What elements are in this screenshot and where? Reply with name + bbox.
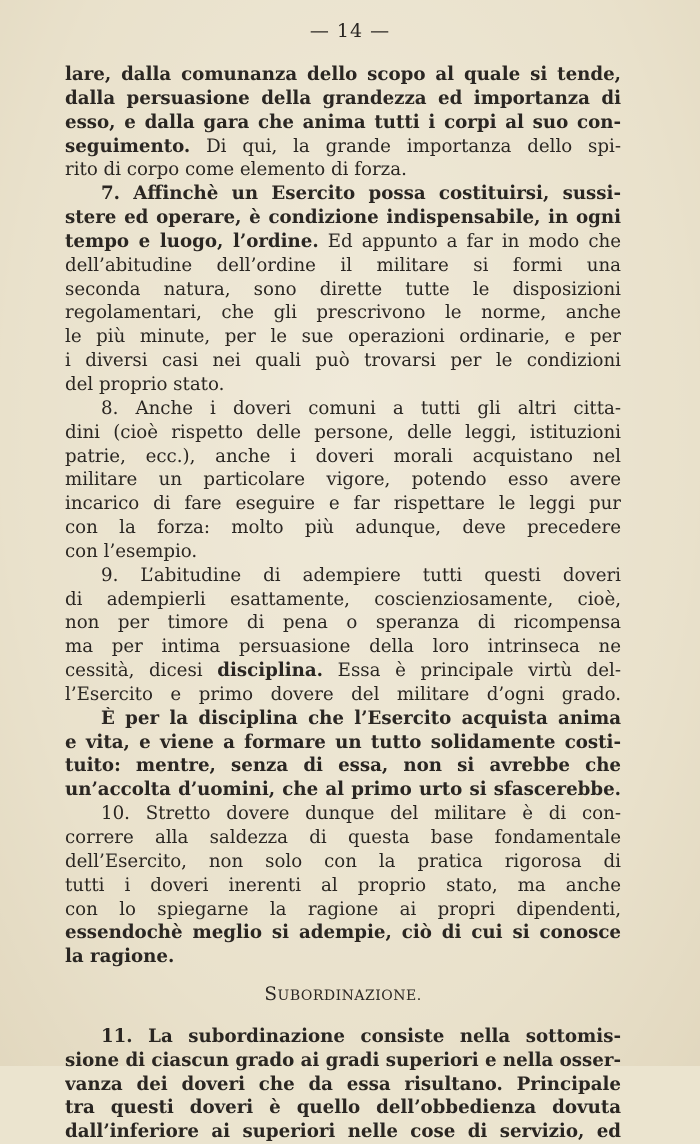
text-line [65, 421, 621, 445]
text-line [65, 397, 621, 421]
text-line [65, 635, 621, 659]
text-line [65, 707, 621, 731]
text-line [65, 492, 621, 516]
text-line [65, 206, 621, 230]
text-line [65, 1096, 621, 1120]
bold-text-segment: dalla persuasione della grandezza ed importanza di [65, 87, 621, 109]
text-segment: militare un particolare vigore, potendo esso avere [65, 469, 621, 491]
page-number: — 14 — [309, 20, 391, 42]
bold-text-segment: 7. Affinchè un Esercito possa costituirsi, sussi- [101, 183, 621, 205]
text-line [65, 683, 621, 707]
text-line [65, 325, 621, 349]
text-line [65, 278, 621, 302]
text-segment: le più minute, per le sue operazioni ordinarie, e per [65, 326, 621, 348]
text-segment: tutti i doveri inerenti al proprio stato, ma anche [65, 874, 621, 896]
text-line [65, 945, 621, 969]
text-line [65, 731, 621, 755]
text-segment: con la forza: molto più adunque, deve precedere [65, 517, 621, 539]
text-line [65, 111, 621, 135]
text-segment: patrie, ecc.), anche i doveri morali acquistano nel [65, 445, 621, 467]
text-segment: 10. Stretto dovere dunque del militare è di con- [101, 803, 621, 825]
bold-text-segment: 11. La subordinazione consiste nella sottomis- [101, 1025, 621, 1047]
text-line [65, 516, 621, 540]
text-line [65, 754, 621, 778]
text-line [65, 659, 621, 683]
bold-text-segment: vanza dei doveri che da essa risultano. Principale [65, 1073, 621, 1095]
text-segment: con l’esempio. [65, 540, 198, 562]
text-segment: Essa è principale virtù del- [323, 660, 621, 682]
text-segment: regolamentari, che gli prescrivono le norme, anche [65, 302, 621, 324]
bold-text-segment: la ragione. [65, 946, 175, 968]
text-line [65, 778, 621, 802]
text-line [65, 1049, 621, 1073]
bold-text-segment: tuito: mentre, senza di essa, non si avrebbe che [65, 755, 621, 777]
text-segment: 8. Anche i doveri comuni a tutti gli altri citta- [101, 397, 621, 419]
text-line [65, 898, 621, 922]
text-line [65, 874, 621, 898]
text-segment: ma per intima persuasione della loro intrinseca ne [65, 636, 621, 658]
text-line [65, 850, 621, 874]
text-line [65, 1120, 621, 1144]
section-heading-rest: UBORDINAZIONE. [277, 988, 422, 1005]
section-heading [65, 983, 621, 1009]
text-segment: con lo spiegarne la ragione ai propri dipendenti, [65, 898, 621, 920]
bold-text-segment: un’accolta d’uomini, che al primo urto si sfascerebbe. [65, 779, 621, 801]
text-line [65, 802, 621, 826]
text-segment: incarico di fare eseguire e far rispettare le leggi pur [65, 493, 621, 515]
bold-text-segment: tempo e luogo, l’ordine. [65, 230, 319, 252]
bold-text-segment: disciplina. [217, 660, 323, 682]
text-line [65, 1073, 621, 1097]
text-segment: cessità, dicesi [65, 660, 218, 682]
bold-text-segment: seguimento. [65, 135, 191, 157]
bold-text-segment: dall’inferiore ai superiori nelle cose di servizio, ed [65, 1121, 621, 1143]
bold-text-segment: esso, e dalla gara che anima tutti i corpi al suo con- [65, 111, 621, 133]
text-segment: Di qui, la grande importanza dello spi- [190, 135, 621, 157]
text-segment: 9. L’abitudine di adempiere tutti questi doveri [101, 564, 621, 586]
text-segment: l’Esercito e primo dovere del militare d’ogni grado. [65, 683, 621, 705]
text-segment: seconda natura, sono dirette tutte le disposizioni [65, 278, 621, 300]
text-line [65, 87, 621, 111]
text-line [65, 540, 621, 564]
text-line [65, 588, 621, 612]
text-segment: correre alla saldezza di questa base fondamentale [65, 827, 621, 848]
text-line [65, 921, 621, 945]
text-line [65, 349, 621, 373]
text-segment: Ed appunto a far in modo che [318, 230, 621, 252]
text-segment: dini (cioè rispetto delle persone, delle leggi, istituzioni [65, 421, 621, 443]
text-line [65, 611, 621, 635]
text-line [65, 373, 621, 397]
text-segment: non per timore di pena o speranza di ricompensa [65, 612, 621, 634]
bold-text-segment: tra questi doveri è quello dell’obbedienza dovuta [65, 1097, 621, 1119]
text-line [65, 1025, 621, 1049]
text-segment: del proprio stato. [65, 373, 225, 395]
bold-text-segment: sione di ciascun grado ai gradi superiori e nella osser- [65, 1049, 621, 1071]
text-line [65, 63, 621, 87]
bold-text-segment: e vita, e viene a formare un tutto solidamente costi- [65, 731, 621, 753]
bold-text-segment: stere ed operare, è condizione indispensabile, in ogni [65, 207, 621, 229]
text-segment: i diversi casi nei quali può trovarsi per le condizioni [65, 350, 621, 372]
text-line [65, 158, 621, 182]
text-segment: rito di corpo come elemento di forza. [65, 159, 407, 181]
text-line [65, 301, 621, 325]
text-line [65, 564, 621, 588]
bold-text-segment: lare, dalla comunanza dello scopo al quale si tende, [65, 64, 621, 85]
text-segment: dell’abitudine dell’ordine il militare si formi una [65, 254, 621, 276]
bold-text-segment: È per la disciplina che l’Esercito acquista anima [101, 707, 621, 729]
text-line [65, 254, 621, 278]
text-segment: di adempierli esattamente, coscienziosamente, cioè, [65, 588, 621, 610]
text-segment: dell’Esercito, non solo con la pratica rigorosa di [65, 850, 621, 872]
bold-text-segment: essendochè meglio si adempie, ciò di cui si conosce [65, 922, 621, 944]
text-line [65, 230, 621, 254]
text-line [65, 182, 621, 206]
text-line [65, 445, 621, 469]
body-text [65, 63, 621, 1144]
section-heading-initial: S [264, 984, 278, 1006]
text-line [65, 468, 621, 492]
text-line [65, 826, 621, 850]
text-line [65, 135, 621, 159]
